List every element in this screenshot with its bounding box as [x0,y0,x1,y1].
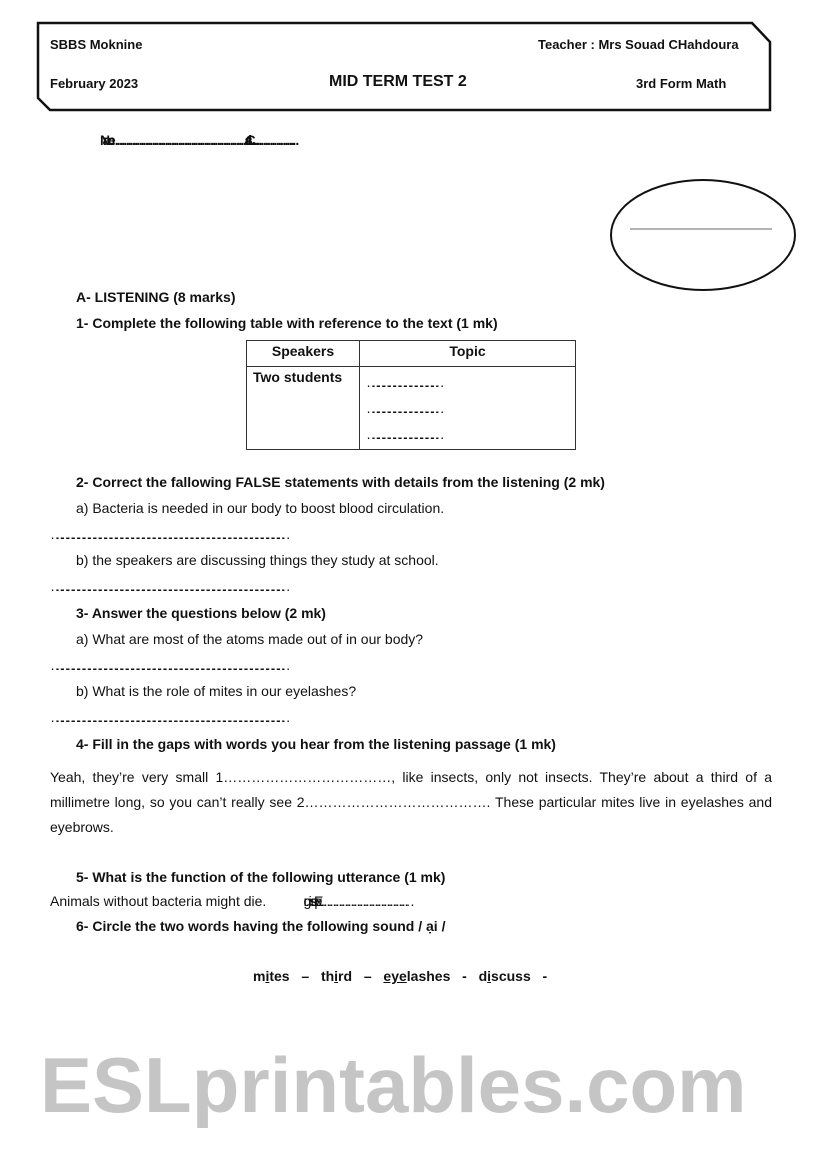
word-mites[interactable]: mites [253,968,290,984]
word-third[interactable]: third [320,968,353,984]
q6-word-list [253,968,547,984]
name-class-line[interactable]: Name: …………………………………………………………..Class: ………………….. [100,132,286,148]
header-topic: Topic [360,341,576,367]
speaker-cell: Two students [247,367,360,450]
q5-title: 5- What is the function of the following utterance (1 mk) [76,869,446,885]
dots-line: ………………………………… [366,374,437,390]
school-name: SBBS Moknine [50,37,143,52]
word-discuss[interactable]: discuss [478,968,531,984]
q3-title: 3- Answer the questions below (2 mk) [76,605,326,621]
watermark-logo: ESLprintables.com [40,1041,747,1129]
q4-title: 4- Fill in the gaps with words you hear from the listening passage (1 mk) [76,736,556,752]
speakers-table [246,340,576,450]
answer-line[interactable]: ………………………………………………………………………………………………………………… [50,578,283,594]
q5-expressing[interactable]: Expressing: …………………………………………… [314,893,408,909]
q2-a: a) Bacteria is needed in our body to boost blood circulation. [76,500,445,516]
q2-title: 2- Correct the fallowing FALSE statements with details from the listening (2 mk) [76,474,605,490]
q4-gap-text[interactable]: Yeah, they’re very small 1………………………………, like insects, only not insects. They’re about a third of a millimetre long, so you can’t really see 2…………………………………. These particular mites live in eyelashes and eyebrows. [50,769,772,835]
q1-title: 1- Complete the following table with reference to the text (1 mk) [76,315,498,331]
answer-line[interactable]: ………………………………………………………………………………………………………………… [50,526,283,542]
word-eyelashes[interactable]: eyelashes [383,968,451,984]
q5-utterance: Animals without bacteria might die. [50,893,267,909]
q6-title: 6- Circle the two words having the following sound / ại / [76,918,446,934]
mark-ellipse [605,175,801,295]
dots-line: ………………………………… [366,400,437,416]
teacher-name: Teacher : Mrs Souad CHahdoura [538,37,739,52]
q3-a: a) What are most of the atoms made out of in our body? [76,631,424,647]
separator: – [301,968,310,984]
separator: - [542,968,548,984]
separator: – [363,968,372,984]
dots-line: ………………………………… [366,426,437,442]
answer-line[interactable]: ………………………………………………………………………………………………………………… [50,709,283,725]
test-title: MID TERM TEST 2 [329,73,467,90]
section-listening: A- LISTENING (8 marks) [76,289,236,305]
test-date: February 2023 [50,76,139,91]
header-box [0,0,821,130]
answer-line[interactable]: ………………………………………………………………………………………………………………… [50,657,283,673]
separator: - [462,968,467,984]
header-speakers: Speakers [247,341,360,367]
topic-cell[interactable] [360,367,576,450]
q2-b: b) the speakers are discussing things they study at school. [76,552,439,568]
class-form: 3rd Form Math [636,76,727,91]
q3-b: b) What is the role of mites in our eyelashes? [76,683,357,699]
